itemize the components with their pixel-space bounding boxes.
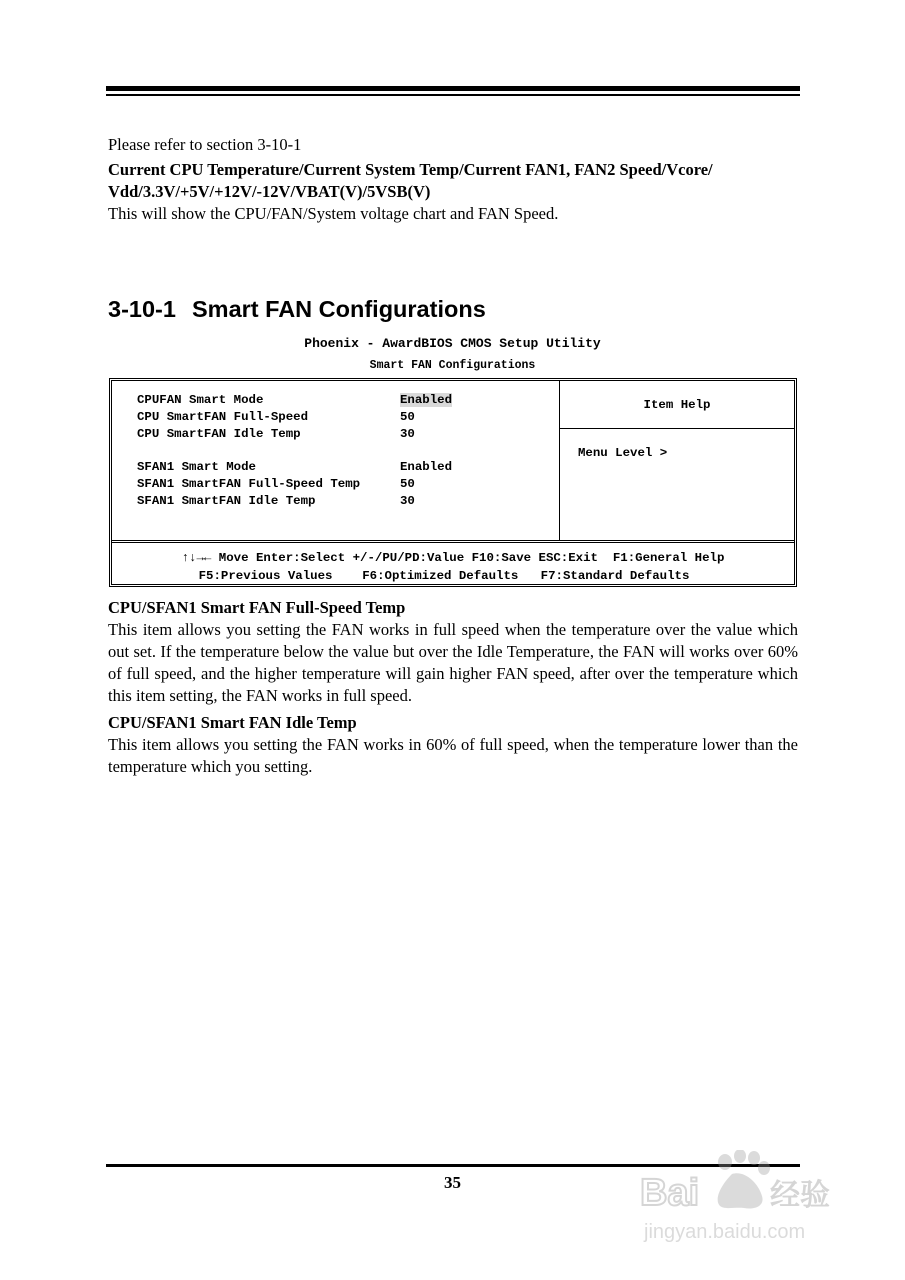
bios-screen-title: Smart FAN Configurations bbox=[369, 359, 536, 372]
item-help-title: Item Help bbox=[643, 397, 711, 412]
bios-settings-panel bbox=[112, 381, 560, 540]
item-title-idle-temp: CPU/SFAN1 Smart FAN Idle Temp bbox=[108, 713, 357, 732]
setting-value[interactable]: 30 bbox=[400, 494, 415, 508]
bios-setup-screen bbox=[109, 378, 797, 587]
bios-setting-row[interactable] bbox=[137, 392, 452, 409]
baidu-watermark-logo bbox=[640, 1150, 855, 1250]
setting-value[interactable]: 50 bbox=[400, 410, 415, 424]
header-rule-thin bbox=[106, 94, 800, 96]
setting-label: CPU SmartFAN Idle Temp bbox=[137, 427, 301, 441]
bios-setting-row[interactable] bbox=[137, 409, 415, 426]
setting-label: SFAN1 SmartFAN Full-Speed Temp bbox=[137, 477, 361, 491]
bios-setting-row[interactable] bbox=[137, 493, 415, 510]
bios-key-legend bbox=[112, 540, 794, 584]
svg-text:经验: 经验 bbox=[770, 1179, 830, 1212]
setting-label: CPU SmartFAN Full-Speed bbox=[137, 410, 309, 424]
bios-utility-title: Phoenix - AwardBIOS CMOS Setup Utility bbox=[304, 336, 601, 351]
section-title bbox=[108, 296, 486, 323]
item-body-full-speed: This item allows you setting the FAN works in full speed when the temperature over the value which out set. If the temperature below the value but over the Idle Temperature, the FAN will works over 60% of full speed, and the higher temperature will gain higher FAN speed, after over the temperature which this item setting, the FAN works in full speed. bbox=[108, 620, 798, 705]
setting-value[interactable]: Enabled bbox=[400, 393, 453, 407]
sensor-heading: Current CPU Temperature/Current System Temp/Current FAN1, FAN2 Speed/Vcore/ Vdd/3.3V/+5V/+12V/-12V/VBAT(V)/5VSB(V) bbox=[108, 160, 713, 201]
bios-setting-row[interactable] bbox=[137, 459, 452, 476]
setting-label: CPUFAN Smart Mode bbox=[137, 393, 264, 407]
key-legend-line-1: ↑↓→← Move Enter:Select +/-/PU/PD:Value F10:Save ESC:Exit F1:General Help bbox=[181, 551, 725, 565]
bios-setting-row[interactable] bbox=[137, 426, 415, 443]
bios-setting-row[interactable] bbox=[137, 476, 415, 493]
item-help-header bbox=[560, 381, 794, 429]
svg-text:Bai: Bai bbox=[640, 1172, 700, 1214]
bios-help-panel bbox=[560, 381, 794, 540]
setting-value[interactable]: 50 bbox=[400, 477, 415, 491]
setting-value[interactable]: 30 bbox=[400, 427, 415, 441]
setting-value[interactable]: Enabled bbox=[400, 460, 453, 474]
key-legend-line-2: F5:Previous Values F6:Optimized Defaults F7:Standard Defaults bbox=[198, 569, 690, 583]
svg-text:jingyan.baidu.com: jingyan.baidu.com bbox=[644, 1221, 806, 1243]
section-number: 3-10-1 bbox=[108, 296, 176, 322]
page-number: 35 bbox=[444, 1173, 461, 1192]
setting-label: SFAN1 SmartFAN Idle Temp bbox=[137, 494, 316, 508]
refer-text: Please refer to section 3-10-1 bbox=[108, 135, 302, 154]
section-name: Smart FAN Configurations bbox=[192, 296, 486, 322]
sensor-description: This will show the CPU/FAN/System voltage chart and FAN Speed. bbox=[108, 204, 559, 223]
item-body-idle-temp: This item allows you setting the FAN works in 60% of full speed, when the temperature lower than the temperature which you setting. bbox=[108, 735, 798, 776]
header-rule-thick bbox=[106, 86, 800, 91]
menu-level: Menu Level > bbox=[578, 446, 668, 460]
setting-label: SFAN1 Smart Mode bbox=[137, 460, 256, 474]
item-title-full-speed: CPU/SFAN1 Smart FAN Full-Speed Temp bbox=[108, 598, 406, 617]
